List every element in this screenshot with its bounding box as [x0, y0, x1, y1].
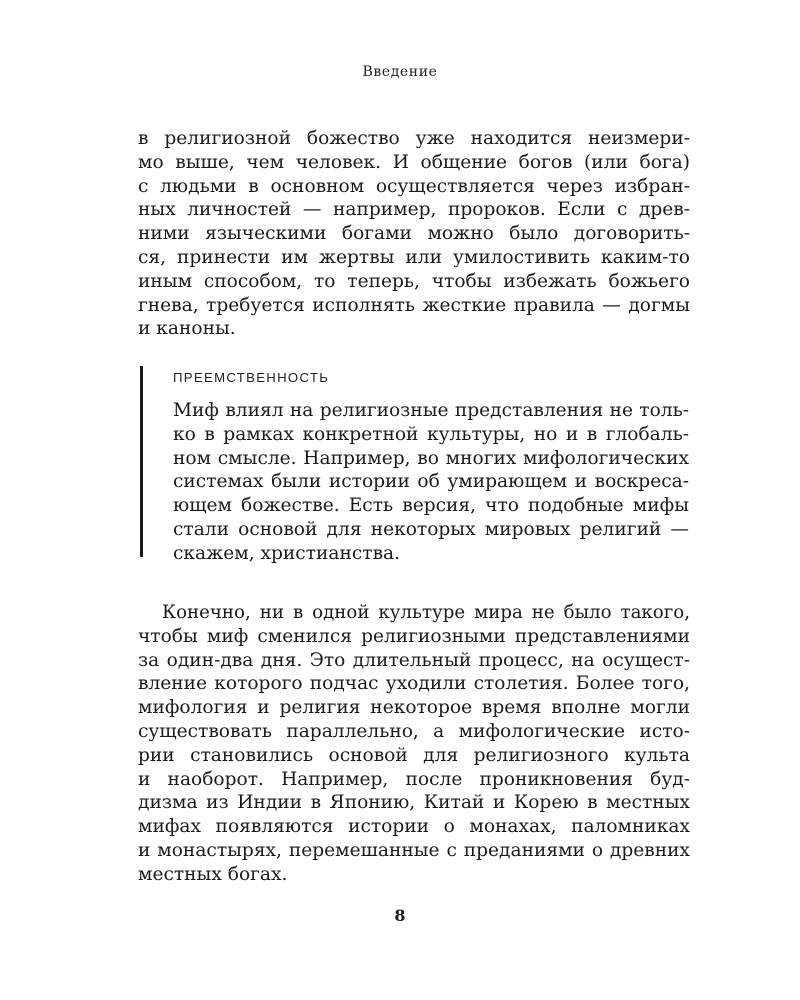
- text-line: в религиозной божество уже находится неизмери-: [138, 128, 690, 149]
- text-line: местных богах.: [138, 863, 288, 885]
- text-line: Конечно, ни в одной культуре мира не было такого,: [162, 602, 690, 623]
- sidebar-title: ПРЕЕМСТВЕННОСТЬ: [173, 370, 330, 385]
- text-line: ко в рамках конкретной культуры, но и в глобаль-: [173, 423, 689, 445]
- intro-paragraph: [138, 127, 690, 341]
- text-line: ных личностей — например, пророков. Если с древ-: [138, 199, 690, 221]
- text-line: и каноны.: [138, 318, 236, 340]
- text-line: иным способом, то теперь, чтобы избежать божьего: [138, 270, 690, 292]
- text-line: системах были истории об умирающем и воскреса-: [173, 471, 689, 493]
- main-paragraph: [138, 601, 690, 887]
- text-line: дизма из Индии в Японию, Китай и Корею в местных: [138, 792, 690, 814]
- text-line: мифология и религия некоторое время вполне могли: [138, 697, 690, 719]
- page-number: 8: [394, 906, 406, 925]
- text-line: вление которого подчас уходили столетия. Более того,: [138, 673, 690, 695]
- text-line: ном смысле. Например, во многих мифологических: [173, 447, 689, 469]
- text-line: существовать параллельно, а мифологические исто-: [138, 720, 690, 742]
- text-line: ся, принести им жертвы или умилостивить каким-то: [138, 246, 690, 268]
- text-line: ними языческими богами можно было договорить-: [138, 223, 690, 245]
- text-line: стали основой для некоторых мировых религий —: [173, 518, 689, 540]
- text-line: чтобы миф сменился религиозными представлениями: [138, 625, 690, 647]
- sidebar-box: [140, 366, 695, 564]
- text-line: ющем божестве. Есть версия, что подобные мифы: [173, 495, 689, 517]
- text-line: мо выше, чем человек. И общение богов (или бога): [138, 151, 690, 173]
- text-line: и монастырях, перемешанные с преданиями о древних: [138, 839, 690, 861]
- text-line: скажем, христианства.: [173, 542, 401, 564]
- text-line: за один-два дня. Это длительный процесс, на осущест-: [138, 649, 690, 671]
- text-line: рии становились основой для религиозного культа: [138, 744, 690, 766]
- text-line: гнева, требуется исполнять жесткие правила — догмы: [138, 294, 690, 316]
- sidebar-paragraph: [173, 399, 689, 566]
- text-line: Миф влиял на религиозные представления не толь-: [173, 400, 689, 421]
- text-line: с людьми в основном осуществляется через избран-: [138, 175, 690, 197]
- text-line: и наоборот. Например, после проникновения буд-: [138, 768, 690, 790]
- text-line: мифах появляются истории о монахах, паломниках: [138, 816, 690, 838]
- running-title: Введение: [362, 64, 438, 80]
